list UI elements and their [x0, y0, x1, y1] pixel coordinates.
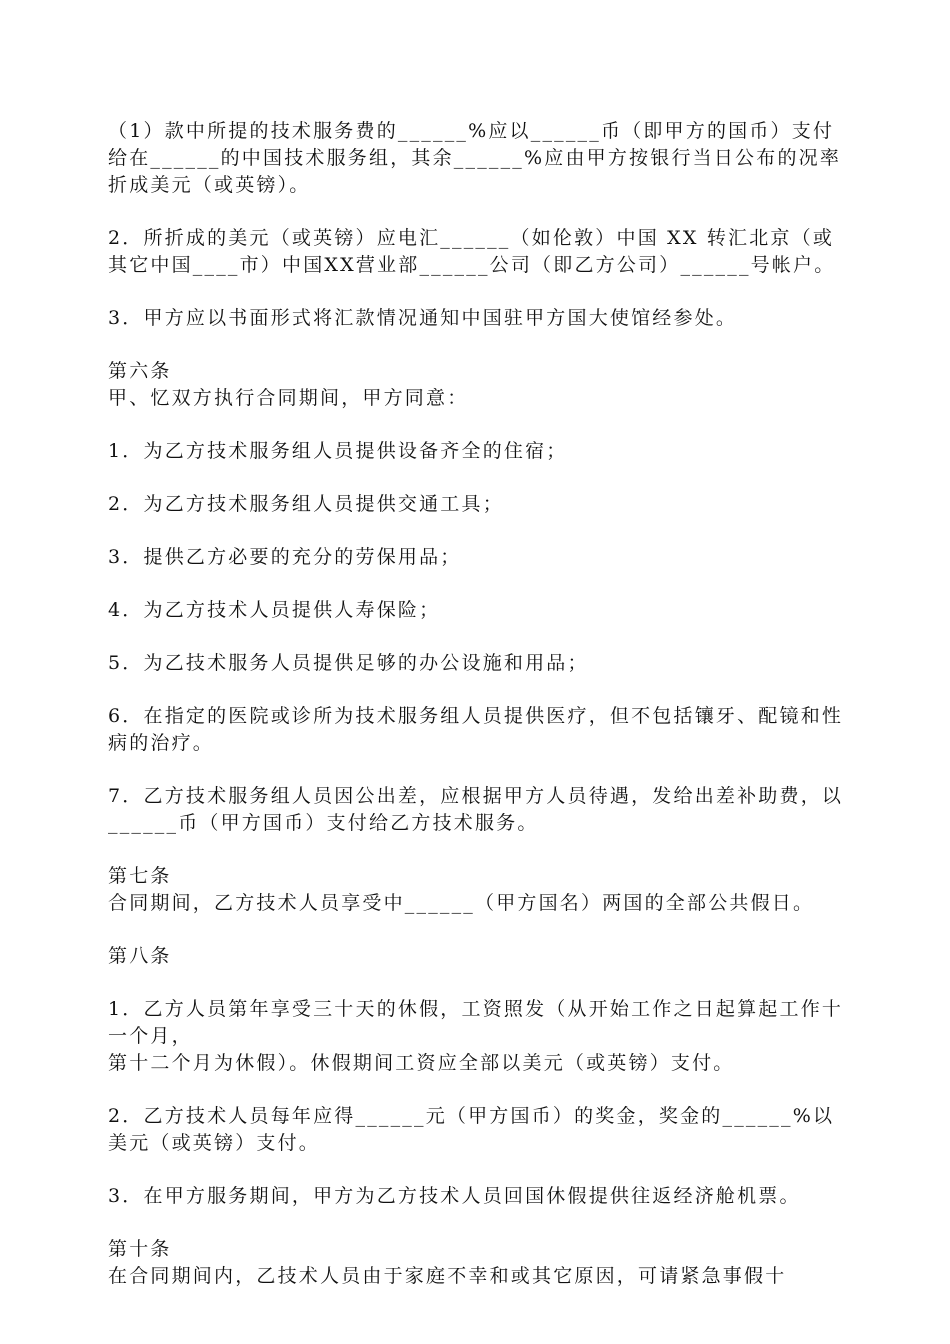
clause-5-item-2-paragraph: 2．所折成的美元（或英镑）应电汇______（如伦敦）中国 XX 转汇北京（或其它中国____市）中国XX营业部______公司（即乙方公司）______号帐户。: [108, 227, 836, 276]
clause-8-item-1-paragraph: 1．乙方人员第年享受三十天的休假，工资照发（从开始工作之日起算起工作十一个月， 第十二个月为休假）。休假期间工资应全部以美元（或英镑）支付。: [108, 998, 844, 1074]
clause-6-item-2-paragraph: 2．为乙方技术服务组人员提供交通工具；: [108, 493, 504, 515]
clause-6-item-7-paragraph: 7．乙方技术服务组人员因公出差，应根据甲方人员待遇，发给出差补助费，以______币（甲方国币）支付给乙方技术服务。: [108, 785, 844, 834]
clause-10-paragraph: 在合同期间内，乙技术人员由于家庭不幸和或其它原因，可请紧急事假十: [108, 1265, 787, 1287]
clause-7-paragraph: 合同期间，乙方技术人员享受中______（甲方国名）两国的全部公共假日。: [108, 892, 815, 914]
clause-5-item-1-paragraph: （1）款中所提的技术服务费的______%应以______币（即甲方的国币）支付给在______的中国技术服务组，其余______%应由甲方按银行当日公布的况率折成美元（或英镑）。: [108, 120, 842, 196]
clause-8-heading: 第八条: [108, 945, 172, 967]
clause-6-item-6-paragraph: 6．在指定的医院或诊所为技术服务组人员提供医疗，但不包括镶牙、配镜和性病的治疗。: [108, 705, 844, 754]
clause-5-item-3-paragraph: 3．甲方应以书面形式将汇款情况通知中国驻甲方国大使馆经参处。: [108, 307, 738, 329]
clause-6-item-1-paragraph: 1．为乙方技术服务组人员提供设备齐全的住宿；: [108, 440, 568, 462]
clause-8-item-2-paragraph: 2．乙方技术人员每年应得______元（甲方国币）的奖金，奖金的______%以美元（或英镑）支付。: [108, 1105, 835, 1154]
clause-6-intro-paragraph: 甲、忆双方执行合同期间，甲方同意：: [108, 387, 469, 409]
clause-6-item-5-paragraph: 5．为乙技术服务人员提供足够的办公设施和用品；: [108, 652, 589, 674]
clause-7-heading: 第七条: [108, 865, 172, 887]
clause-6-item-4-paragraph: 4．为乙方技术人员提供人寿保险；: [108, 599, 441, 621]
clause-10-heading: 第十条: [108, 1238, 172, 1260]
document-page: [108, 118, 853, 1290]
clause-6-heading: 第六条: [108, 360, 172, 382]
clause-8-item-3-paragraph: 3．在甲方服务期间，甲方为乙方技术人员回国休假提供往返经济舱机票。: [108, 1185, 801, 1207]
clause-6-item-3-paragraph: 3．提供乙方必要的充分的劳保用品；: [108, 546, 462, 568]
